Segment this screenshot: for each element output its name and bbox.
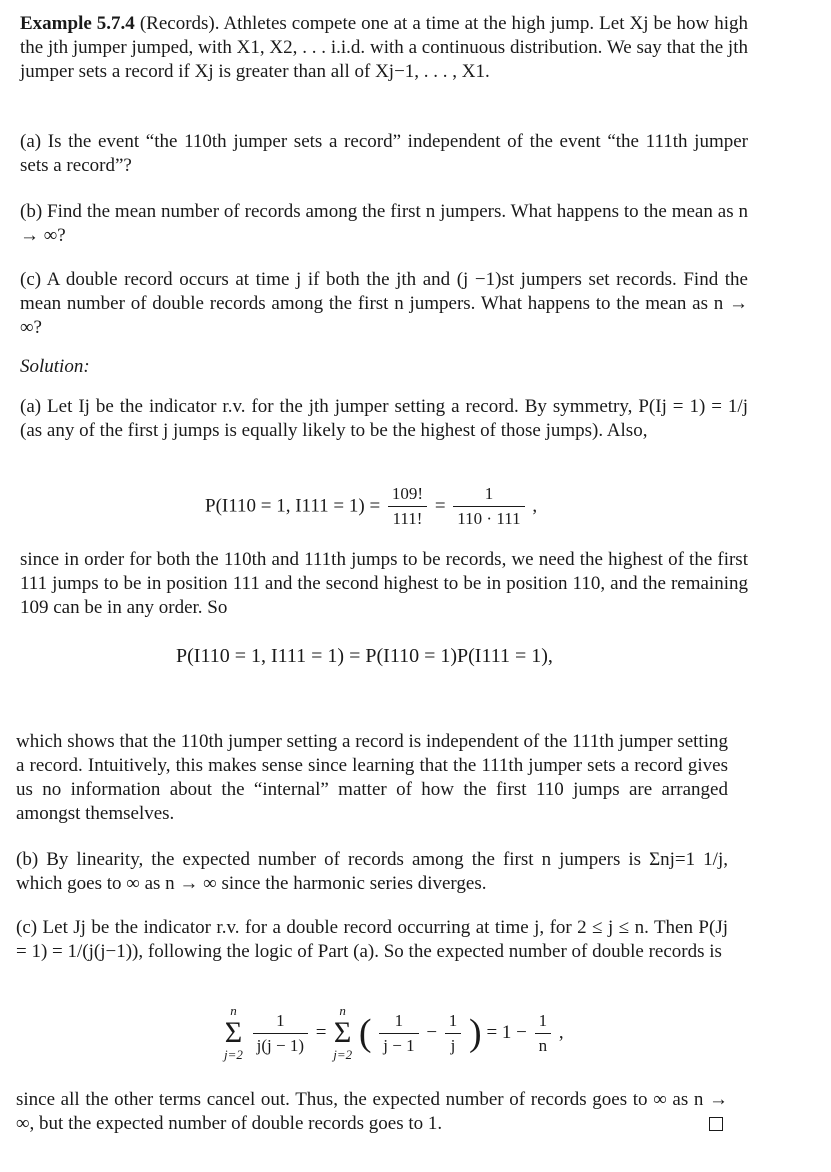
fraction-denominator: 110 · 111 (457, 509, 521, 528)
fraction-factorials (388, 484, 427, 529)
fraction-denominator: n (538, 1035, 548, 1055)
equation-2: P(I110 = 1, I111 = 1) = P(I110 = 1)P(I111 = 1), (176, 645, 553, 667)
fraction-numerator: 1 (535, 1011, 552, 1034)
equals-sign: = (315, 1022, 327, 1043)
summation (224, 1004, 243, 1062)
part-b-question: (b) Find the mean number of records among the first n jumpers. What happens to the mean as n → ∞? (20, 201, 748, 246)
fraction-term (253, 1011, 308, 1056)
equals-sign: = (434, 495, 446, 517)
fraction-denominator: j − 1 (383, 1035, 415, 1055)
equation-rhs: = 1 − (486, 1022, 527, 1043)
fraction-denominator: j(j − 1) (256, 1035, 304, 1055)
fraction-numerator: 1 (379, 1011, 418, 1034)
fraction-term (445, 1011, 462, 1056)
example-heading: Example 5.7.4 (20, 13, 135, 34)
summation-upper: n (339, 1003, 346, 1018)
example-statement (20, 12, 748, 84)
fraction-numerator: 1 (453, 484, 524, 507)
solution-c-intro: (c) Let Jj be the indicator r.v. for a double record occurring at time j, for 2 ≤ j ≤ n. Then P(Jj = 1) = 1/(j(j−1)), following the logic of Part (a). So the expected number of double records is (16, 917, 728, 962)
minus-sign: − (426, 1022, 438, 1043)
fraction-product (453, 484, 524, 529)
summation-upper: n (230, 1003, 237, 1018)
fraction-denominator: 111! (392, 509, 423, 528)
part-c-question: (c) A double record occurs at time j if both the jth and (j −1)st jumpers set records. Find the mean number of double records among the first n jumpers. What happens to the mean as n → ∞? (20, 269, 748, 338)
equation-end: , (532, 495, 538, 517)
equation-1 (205, 484, 537, 529)
equation-3 (222, 1004, 564, 1062)
summation-lower: j=2 (224, 1047, 243, 1062)
solution-c-end: since all the other terms cancel out. Thus, the expected number of records goes to ∞ as n → ∞, but the expected number of double records goes to 1. (16, 1089, 728, 1134)
sigma-symbol: Σ (333, 1016, 352, 1049)
open-paren: ( (358, 1012, 372, 1054)
equation-1-lhs: P(I110 = 1, I111 = 1) = (205, 495, 381, 517)
solution-a-middle: since in order for both the 110th and 111th jumps to be records, we need the highest of the first 111 jumps to be in position 111 and the second highest to be in position 110, and the remaining 109 can be in any order. So (20, 549, 748, 618)
example-body: (Records). Athletes compete one at a time at the high jump. Let Xj be how high the jth jumper jumped, with X1, X2, . . . i.i.d. with a continuous distribution. We say that the jth jumper sets a record if Xj is greater than all of Xj−1, . . . , X1. (20, 13, 749, 82)
sigma-symbol: Σ (224, 1016, 243, 1049)
solution-a-intro: (a) Let Ij be the indicator r.v. for the jth jumper setting a record. By symmetry, P(Ij = 1) = 1/j (as any of the first j jumps is equally likely to be the highest of those jumps). Also, (20, 396, 748, 441)
fraction-denominator: j (450, 1035, 456, 1055)
close-paren: ) (469, 1012, 482, 1054)
summation-lower: j=2 (333, 1047, 353, 1062)
solution-b: (b) By linearity, the expected number of records among the first n jumpers is Σnj=1 1/j, which goes to ∞ as n → ∞ since the harmonic series diverges. (16, 849, 728, 894)
part-a-question: (a) Is the event “the 110th jumper sets a record” independent of the event “the 111th jumper sets a record”? (20, 131, 748, 176)
fraction-term (379, 1011, 418, 1056)
fraction-numerator: 1 (445, 1011, 462, 1034)
solution-a-end: which shows that the 110th jumper setting a record is independent of the 111th jumper setting a record. Intuitively, this makes sense since learning that the 111th jumper sets a record gives us no information about the “internal” matter of how the first 110 jumps are arranged amongst themselves. (16, 731, 728, 824)
fraction-term (535, 1011, 552, 1056)
fraction-numerator: 1 (253, 1011, 308, 1034)
qed-box-icon (709, 1117, 723, 1131)
solution-label: Solution: (20, 356, 90, 377)
equation-end: , (558, 1022, 564, 1043)
summation (333, 1004, 352, 1062)
fraction-numerator: 109! (388, 484, 427, 507)
